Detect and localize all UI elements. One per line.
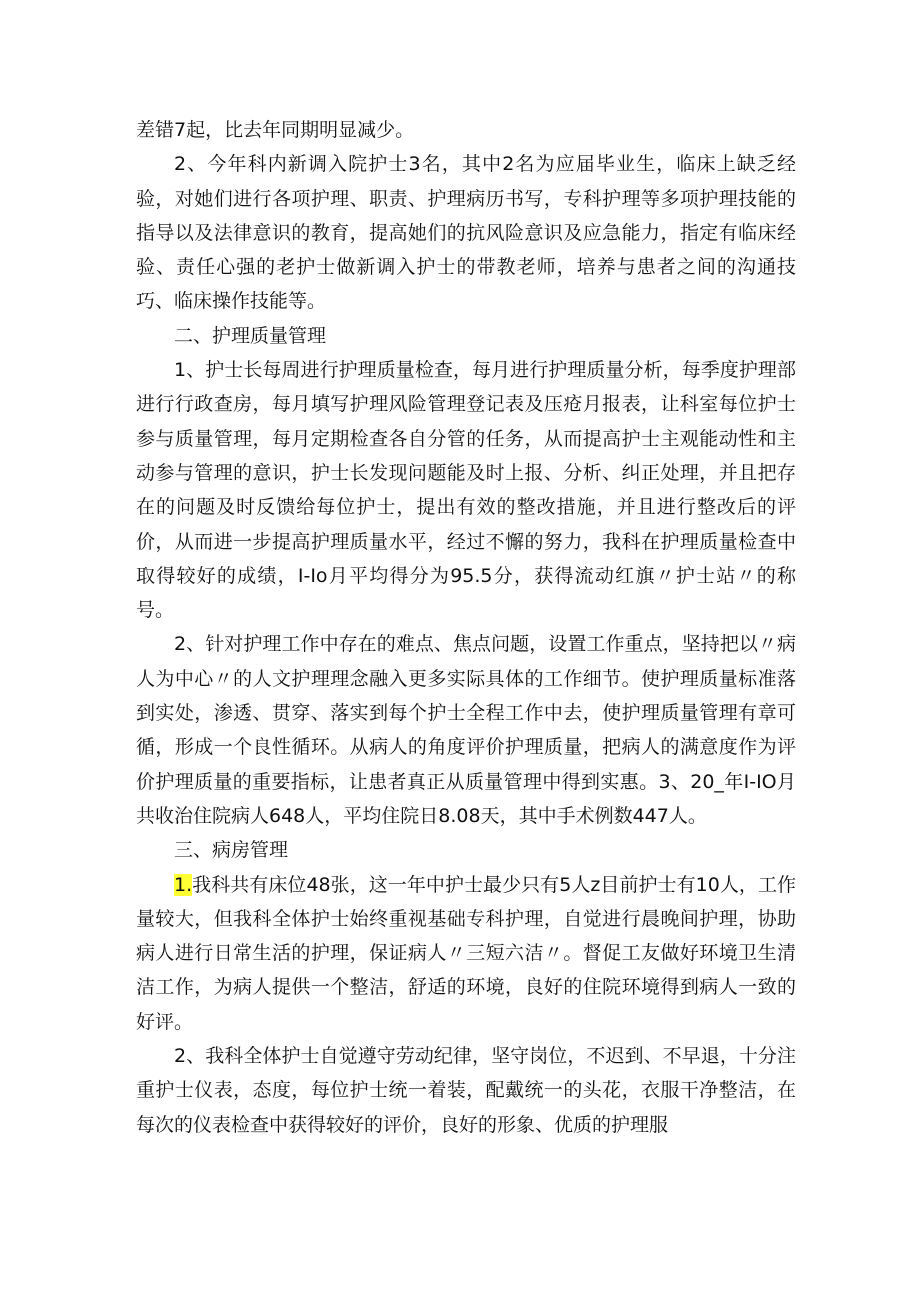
paragraph-2: 2、今年科内新调入院护士3名，其中2名为应届毕业生，临床上缺乏经验，对她们进行各项护理、职责、护理病历书写，专科护理等多项护理技能的指导以及法律意识的教育，提高她们的抗风险意识及应急能力，指定有临床经验、责任心强的老护士做新调入护士的带教老师，培养与患者之间的沟通技巧、临床操作技能等。 xyxy=(136,153,796,313)
document-body xyxy=(136,113,796,1142)
paragraph-1: 差错7起，比去年同期明显减少。 xyxy=(136,119,415,141)
highlighted-number: 1. xyxy=(174,873,193,896)
paragraph-5: 2、针对护理工作中存在的难点、焦点问题，设置工作重点，坚持把以〃病人为中心〃的人文护理理念融入更多实际具体的工作细节。使护理质量标准落到实处，渗透、贯穿、落实到每个护士全程工作中去，使护理质量管理有章可循，形成一个良性循环。从病人的角度评价护理质量，把病人的满意度作为评价护理质量的重要指标，让患者真正从质量管理中得到实惠。3、20_年I-IO月共收治住院病人648人，平均住院日8.08天，其中手术例数447人。 xyxy=(136,633,796,827)
paragraph-7 xyxy=(136,868,796,1039)
section-heading-2: 二、护理质量管理 xyxy=(174,324,327,347)
paragraph-8: 2、我科全体护士自觉遵守劳动纪律，坚守岗位，不迟到、不早退，十分注重护士仪表，态度，每位护士统一着装，配戴统一的头花，衣服干净整洁，在每次的仪表检查中获得较好的评价，良好的形象、优质的护理服 xyxy=(136,1045,796,1136)
section-heading-3: 三、病房管理 xyxy=(174,839,289,862)
paragraph-7-text: 我科共有床位48张，这一年中护士最少只有5人z目前护士有10人，工作量较大，但我科全体护士始终重视基础专科护理，自觉进行晨晚间护理，协助病人进行日常生活的护理，保证病人〃三短六洁〃。督促工友做好环境卫生清洁工作，为病人提供一个整洁，舒适的环境，良好的住院环境得到病人一致的好评。 xyxy=(136,873,796,1033)
paragraph-4: 1、护士长每周进行护理质量检查，每月进行护理质量分析，每季度护理部进行行政查房，每月填写护理风险管理登记表及压疮月报表，让科室每位护士参与质量管理，每月定期检查各自分管的任务，从而提高护士主观能动性和主动参与管理的意识，护士长发现问题能及时上报、分析、纠正处理，并且把存在的问题及时反馈给每位护士，提出有效的整改措施，并且进行整改后的评价，从而进一步提高护理质量水平，经过不懈的努力，我科在护理质量检查中取得较好的成绩，I-Io月平均得分为95.5分，获得流动红旗〃护士站〃的称号。 xyxy=(136,359,796,622)
